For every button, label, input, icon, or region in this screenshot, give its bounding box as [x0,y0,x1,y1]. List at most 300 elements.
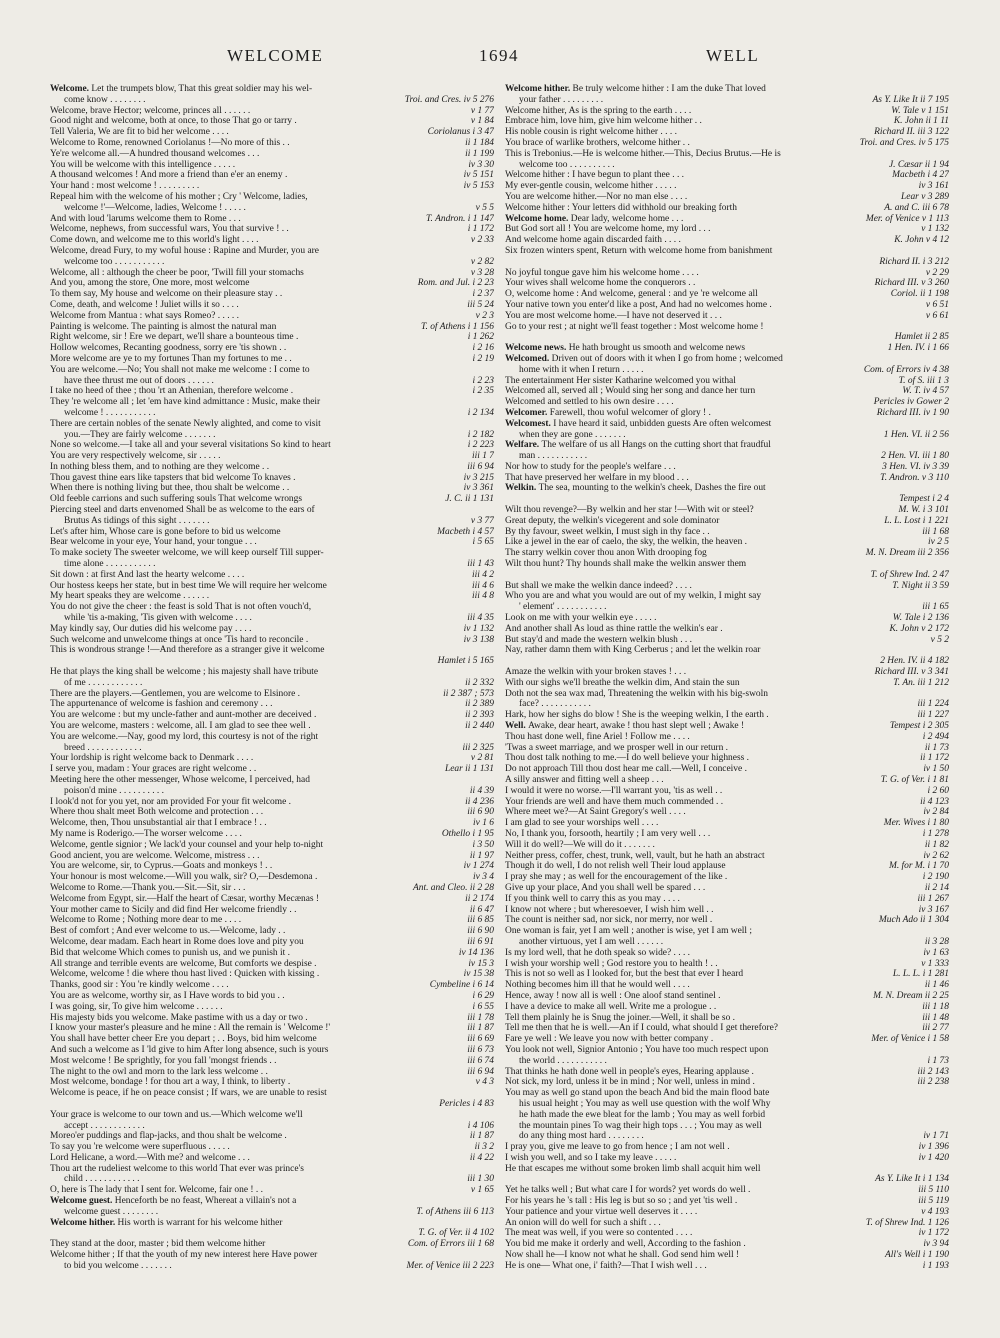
play-reference: i 2 182 [465,430,494,441]
quotation-text: No joyful tongue gave him his welcome home . . . . [505,267,699,278]
quotation-text: An onion will do well for such a shift . . . [505,1217,661,1228]
concordance-line [505,753,949,764]
headword: Welcome news. [505,343,569,354]
quotation-text: That have preserved her welfare in my blood . . . [505,472,689,483]
play-reference: T. Andron. v 3 110 [877,473,949,484]
play-reference: iv 2 84 [920,807,949,818]
concordance-line [505,149,949,160]
quotation-text: Your friends are well and have them much commended . . [505,796,724,807]
quotation-text: I wish your worship well ; God restore you to health ! . . [505,958,718,969]
quotation-text: He is one— What one, i' faith?—That I wish well . . . [505,1260,707,1271]
play-reference: i 1 73 [925,1056,950,1067]
quotation-text: The appurtenance of welcome is fashion and ceremony . . . [50,699,273,710]
quotation-text: Welcome to Rome ; Nothing more dear to me . . . . [50,915,242,926]
quotation-text: The count is neither sad, nor sick, nor merry, nor well . [505,915,713,926]
concordance-line [505,710,949,721]
play-reference: iii 5 119 [915,1196,949,1207]
play-reference: v 3 28 [468,268,494,279]
concordance-line [505,1185,949,1196]
quotation-text: Lord Helicane, a word.—With me? and welcome . . . [50,1152,250,1163]
play-reference: i 5 65 [470,537,495,548]
concordance-line [505,926,949,937]
quotation-text: His majesty bids you welcome. Make pastime with us a day or two . [50,1012,308,1023]
play-reference: iv 3 215 [461,473,494,484]
concordance-line [50,246,494,257]
concordance-line [50,257,494,268]
play-reference: iv 3 167 [916,905,949,916]
play-reference: v 2 82 [468,257,494,268]
quotation-text: Thou gavest thine ears like tapsters that bid welcome To knaves . [50,472,296,483]
quotation-text: A silly answer and fitting well a sheep . . . [505,775,664,785]
concordance-line [50,894,494,905]
quotation-text: The starry welkin cover thou anon With drooping fog [505,548,707,559]
quotation-text: Thou dost talk nothing to me.—I do well believe your highness . [505,753,750,764]
play-reference: v 1 77 [468,106,494,117]
play-reference: T. G. of Ver. ii 4 102 [415,1228,494,1239]
concordance-line [50,591,494,602]
concordance-line [505,537,949,548]
concordance-line [505,581,949,592]
concordance-line [50,959,494,970]
quotation-text: Ye're welcome all.—A hundred thousand welcomes . . . [50,148,260,159]
quotation-text: His noble cousin is right welcome hither . . . . [505,127,677,138]
concordance-line [505,1196,949,1207]
quotation-text: Most welcome, bondage ! for thou art a way, I think, to liberty . [50,1077,291,1088]
concordance-line [505,214,949,225]
quotation-text: Your hand : most welcome ! . . . . . . . . . [50,181,200,192]
quotation-text: you.—They are fairly welcome . . . . . . . [64,429,216,440]
quotation-text: Meeting here the other messenger, Whose welcome, I perceived, had [50,775,310,785]
quotation-text: The entertainment Her sister Katharine welcomed you withal [505,375,736,386]
play-reference: K. John v 2 172 [886,624,949,635]
right-column [505,84,949,1332]
quotation-text: Now shall he—I know not what he shall. God send him well ! [505,1250,740,1261]
quotation-text: And another shall As loud as thine rattle the welkin's ear . [505,623,723,634]
quotation-text: Nothing becomes him ill that he would well . . . . [505,980,690,991]
play-reference: W. T. iv 4 57 [899,386,949,397]
concordance-line [50,106,494,117]
quotation-text: ' element' . . . . . . . . . . . [519,602,607,613]
concordance-line [50,268,494,279]
concordance-line [505,332,949,343]
concordance-line [505,311,949,322]
play-reference: v 2 81 [468,753,494,764]
quotation-text: I take no heed of thee ; thou 'rt an Athenian, therefore welcome . [50,386,294,397]
play-reference: ii 1 97 [467,851,494,862]
quotation-text: Welcome hither : I have begun to plant thee . . . [505,170,685,181]
headword: Well. [505,721,529,732]
concordance-line [50,645,494,656]
play-reference: v 4 3 [473,1077,494,1088]
quotation-text: Tell me then that he is well.—An if I could, what should I get therefore? [505,1023,778,1034]
quotation-text: The sea, mounting to the welkin's cheek, Dashes the fire out [538,483,766,494]
quotation-text: My heart speaks they are welcome . . . . . . [50,591,210,602]
play-reference: Macbeth i 4 27 [889,170,949,181]
quotation-text: Will it do well?—We will do it . . . . . . . [505,839,655,850]
quotation-text: Neither press, coffer, chest, trunk, well, vault, but he hath an abstract [505,850,765,861]
concordance-line [50,527,494,538]
play-reference: i 2 60 [925,786,950,797]
play-reference: Richard II. i 3 212 [876,257,949,268]
quotation-text: 'Twas a sweet marriage, and we prosper well in our return . [505,742,729,753]
play-reference: Richard III. v 3 260 [872,278,949,289]
quotation-text: Bid that welcome Which comes to punish us, and we punish it . [50,947,290,958]
play-reference: Macbeth i 4 57 [434,527,494,538]
play-reference: Mer. of Venice iii 2 223 [403,1261,494,1272]
quotation-text: You are most welcome home.—I have not deserved it . . . [505,310,722,321]
concordance-line [505,322,949,333]
quotation-text: Where thou shalt meet Both welcome and protection . . . [50,807,264,818]
quotation-text: None so welcome.—I take all and your several visitations So kind to heart [50,440,331,451]
quotation-text: Our hostess keeps her state, but in best time We will require her welcome [50,580,327,591]
concordance-line [50,829,494,840]
play-reference: ii 2 387 ; 573 [440,689,494,700]
concordance-line [50,721,494,732]
concordance-line [50,332,494,343]
concordance-line [505,1002,949,1013]
play-reference: v 4 193 [918,1207,949,1218]
concordance-line [505,343,949,354]
concordance-line [505,1110,949,1121]
quotation-text: This is Trebonius.—He is welcome hither.—This, Decius Brutus.—He is [505,148,781,159]
play-reference: ii 2 14 [922,883,949,894]
concordance-line [50,581,494,592]
quotation-text: Henceforth be no feast, Whereat a villain's not a [114,1196,297,1207]
concordance-line [505,430,949,441]
concordance-line [50,851,494,862]
quotation-text: Hark, how her sighs do blow ! She is the weeping welkin, I the earth . [505,710,769,721]
quotation-text: Your mother came to Sicily and did find Her welcome friendly . . [50,904,297,915]
concordance-line [505,764,949,775]
concordance-line [50,235,494,246]
concordance-line [505,591,949,602]
concordance-line [50,1142,494,1153]
concordance-line [505,1088,949,1099]
play-reference: T. of S. iii 1 3 [896,376,949,387]
quotation-text: For his years he 's tall : His leg is but so so ; and yet 'tis well . [505,1196,738,1207]
quotation-text: You brace of warlike brothers, welcome hither . . [505,137,690,148]
concordance-line [50,473,494,484]
quotation-text: Wilt thou hunt? Thy hounds shall make the welkin answer them [505,559,747,570]
quotation-text: Welcome, all : although the cheer be poor, 'Twill fill your stomachs [50,267,304,278]
quotation-text: breed . . . . . . . . . . . . [64,742,142,753]
quotation-text: Welcome, brave Hector; welcome, princes all . . . . . . [50,105,251,116]
concordance-line [505,1218,949,1229]
concordance-line [50,311,494,322]
concordance-line [50,1056,494,1067]
play-reference: iv 1 50 [920,764,949,775]
play-reference: i 3 50 [470,840,495,851]
quotation-text: poison'd mine . . . . . . . . . . [64,785,165,796]
concordance-line [50,656,494,667]
concordance-line [505,980,949,991]
concordance-line [50,1207,494,1218]
play-reference: iv 5 153 [461,181,494,192]
running-head-right: WELL [706,46,760,65]
play-reference: As Y. Like It ii 7 195 [870,95,949,106]
concordance-line [505,948,949,959]
concordance-line [50,386,494,397]
quotation-text: accept . . . . . . . . . . . . [64,1120,145,1131]
concordance-line [50,1261,494,1272]
concordance-line [505,235,949,246]
play-reference: v 2 29 [923,268,949,279]
play-reference: iii 6 74 [464,1056,494,1067]
play-reference: iv 1 63 [920,948,949,959]
concordance-line [505,829,949,840]
quotation-text: You are welcome.—No; You shall not make me welcome : I come to [50,364,310,375]
concordance-line [50,289,494,300]
concordance-line [505,905,949,916]
play-reference: Othello i 1 95 [439,829,494,840]
quotation-text: Most welcome ! Be sprightly, for you fall 'mongst friends . . [50,1055,277,1066]
quotation-text: Awake, dear heart, awake ! thou hast slept well ; Awake ! [528,721,745,732]
quotation-text: Your honour is most welcome.—Will you walk, sir? O,—Desdemona . [50,872,318,883]
play-reference: T. of Shrew Ind. 1 126 [863,1218,949,1229]
concordance-line [50,354,494,365]
play-reference: Com. of Errors iii 1 68 [405,1239,494,1250]
concordance-line [505,473,949,484]
play-reference: i 6 55 [470,1002,495,1013]
play-reference: iii 2 143 [915,1067,949,1078]
concordance-line [505,1131,949,1142]
quotation-text: your father . . . . . . . . . [519,94,604,105]
play-reference: iv 15 3 [465,959,494,970]
concordance-line [505,1207,949,1218]
quotation-text: A thousand welcomes ! And more a friend than e'er an enemy . [50,170,288,181]
quotation-text: Where meet we?—At Saint Gregory's well . . . . [505,807,686,818]
quotation-text: Fare ye well : We leave you now with better company . [505,1034,714,1045]
play-reference: Hamlet i 5 165 [435,656,494,667]
play-reference: W. Tale i 2 136 [890,613,949,624]
quotation-text: You are welcome, masters : welcome, all. I am glad to see thee well . [50,721,311,732]
page-header [0,46,1000,74]
quotation-text: When there is nothing living but thee, thou shalt be welcome . . [50,483,290,494]
quotation-text: Welcome, welcome ! die where thou hast lived : Quicken with kissing . [50,969,320,980]
play-reference: i 2 19 [470,354,495,365]
concordance-line [505,462,949,473]
quotation-text: of me . . . . . . . . . . . . [64,677,143,688]
headword: Welcome. [50,84,92,94]
concordance-line [50,807,494,818]
quotation-text: No, I thank you, forsooth, heartily ; I am very well . . . [505,828,711,839]
concordance-line [505,95,949,106]
quotation-text: I serve you, madam : Your graces are right welcome . . [50,764,257,775]
concordance-line [505,678,949,689]
quotation-text: You bid me make it orderly and well, According to the fashion . [505,1239,746,1250]
play-reference: ii 1 46 [922,980,949,991]
play-reference: i 1 262 [465,332,494,343]
play-reference: Tempest i 2 4 [896,494,949,505]
play-reference: iii 6 85 [464,915,494,926]
concordance-line [50,948,494,959]
play-reference: iii 1 18 [919,1002,949,1013]
play-reference: Coriol. ii 1 198 [888,289,949,300]
concordance-line [50,732,494,743]
concordance-line [50,1218,494,1229]
concordance-line [505,127,949,138]
quotation-text: Your lordship is right welcome back to Denmark . . . . [50,753,254,764]
play-reference: ii 3 2 [472,1142,494,1153]
concordance-line [50,1196,494,1207]
quotation-text: Not sick, my lord, unless it be in mind ; Nor well, unless in mind . [505,1077,755,1088]
quotation-text: Old feeble carrions and such suffering souls That welcome wrongs [50,494,303,505]
quotation-text: Go to your rest ; at night we'll feast together : Most welcome home ! [505,321,764,332]
play-reference: ii 2 389 [462,699,494,710]
quotation-text: You will be welcome with this intelligence . . . . . [50,159,236,170]
concordance-line [50,667,494,678]
concordance-line [50,937,494,948]
quotation-text: Welcome to Rome.—Thank you.—Sit.—Sit, sir . . . [50,882,246,893]
quotation-text: You do not give the cheer : the feast is sold That is not often vouch'd, [50,602,312,613]
concordance-line [50,861,494,872]
quotation-text: And you, among the store, One more, most welcome [50,278,250,289]
play-reference: i 1 172 [465,224,494,235]
concordance-line [505,861,949,872]
play-reference: iii 6 94 [464,1067,494,1078]
concordance-line [505,1121,949,1132]
concordance-line [50,1110,494,1121]
concordance-line [505,732,949,743]
quotation-text: Welcome hither, As is the spring to the earth . . . . [505,105,692,116]
quotation-text: Welcomed and settled to his own desire . . . . [505,397,674,408]
concordance-line [50,84,494,95]
concordance-line [505,106,949,117]
quotation-text: Bear welcome in your eye, Your hand, your tongue . . . [50,537,257,548]
quotation-text: There are certain nobles of the senate Newly alighted, and come to visit [50,418,321,429]
concordance-line [50,1099,494,1110]
concordance-line [505,84,949,95]
concordance-line [50,149,494,160]
play-reference: v 1 84 [468,116,494,127]
quotation-text: Dear lady, welcome home . . . [570,213,684,224]
quotation-text: Tell them plainly he is Snug the joiner.—Well, it shall be so . [505,1012,736,1023]
play-reference: i 2 35 [470,386,495,397]
play-reference: i 4 106 [465,1121,494,1132]
quotation-text: But stay'd and made the western welkin blush . . . [505,634,693,645]
concordance-line [505,645,949,656]
concordance-line [505,224,949,235]
quotation-text: If you think well to carry this as you may . . . . [505,893,680,904]
play-reference: W. Tale v 1 151 [888,106,949,117]
quotation-text: You are welcome hither.—Nor no man else . . . . [505,191,688,202]
play-reference: iv 3 161 [916,181,949,192]
concordance-line [50,1013,494,1024]
play-reference: i 2 190 [920,872,949,883]
quotation-text: another virtuous, yet I am well . . . . . . [519,936,664,947]
quotation-text: I look'd not for you yet, nor am provided For your fit welcome . [50,796,291,807]
quotation-text: His worth is warrant for his welcome hither [117,1217,283,1228]
headword: Welcome hither. [50,1217,118,1228]
play-reference: Rom. and Jul. i 2 23 [415,278,494,289]
concordance-line [50,624,494,635]
quotation-text: Piercing steel and darts envenomed Shall be as welcome to the ears of [50,505,315,516]
concordance-line [505,937,949,948]
concordance-line [505,408,949,419]
quotation-text: To make society The sweeter welcome, we will keep ourself Till supper- [50,548,324,559]
play-reference: iii 2 238 [915,1077,949,1088]
play-reference: J. C. ii 1 131 [442,494,494,505]
concordance-line [505,635,949,646]
headword: Welcomed. [505,353,552,364]
quotation-text: Let the trumpets blow, That this great soldier may his wel- [91,84,313,94]
play-reference: iv 14 136 [456,948,494,959]
play-reference: iii 1 43 [464,559,494,570]
concordance-line [50,505,494,516]
concordance-line [50,635,494,646]
concordance-line [505,1153,949,1164]
concordance-line [505,1045,949,1056]
quotation-text: Do not approach Till thou dost hear me call.—Well, I conceive . [505,764,747,775]
concordance-line [50,138,494,149]
left-column [50,84,494,1332]
quotation-text: man . . . . . . . . . . . [519,451,588,462]
play-reference: Lear ii 1 131 [442,764,494,775]
quotation-text: I know not where ; but wheresoever, I wish him well . . [505,904,714,915]
play-reference: 3 Hen. VI. iv 3 39 [879,462,949,473]
concordance-line [505,160,949,171]
quotation-text: O, welcome home : And welcome, general : and ye 're welcome all [505,289,758,300]
play-reference: iv 3 138 [461,635,494,646]
quotation-text: With our sighs we'll breathe the welkin dim, And stain the sun [505,677,740,688]
headword: Welfare. [505,440,542,451]
play-reference: Mer. Wives i 1 80 [881,818,949,829]
quotation-text: Sit down : at first And last the hearty welcome . . . . [50,569,245,580]
concordance-line [50,753,494,764]
concordance-line [50,678,494,689]
play-reference: iii 1 68 [919,527,949,538]
play-reference: iv 15 38 [461,969,494,980]
quotation-text: Your patience and your virtue well deserves it . . . . [505,1206,698,1217]
concordance-line [50,181,494,192]
concordance-line [50,224,494,235]
play-reference: iii 4 35 [464,613,494,624]
quotation-text: child . . . . . . . . . . . . [64,1174,140,1185]
concordance-line [505,959,949,970]
quotation-text: There are the players.—Gentlemen, you are welcome to Elsinore . [50,688,300,699]
quotation-text: Driven out of doors with it when I go from home ; welcomed [551,353,783,364]
concordance-line [50,915,494,926]
play-reference: iv 1 6 [470,818,494,829]
quotation-text: He that escapes me without some broken limb shall acquit him well [505,1163,761,1174]
play-reference: iv 3 94 [920,1239,949,1250]
concordance-line [505,775,949,786]
concordance-line [505,570,949,581]
quotation-text: he hath made the ewe bleat for the lamb ; You may as well forbid [519,1109,766,1120]
concordance-line [505,807,949,818]
running-head-left: WELCOME [227,46,324,65]
play-reference: Richard III. v 3 341 [872,667,949,678]
play-reference: iv 1 71 [920,1131,949,1142]
concordance-line [505,257,949,268]
quotation-text: Your grace is welcome to our town and us.—Which welcome we'll [50,1109,303,1120]
concordance-line [50,1121,494,1132]
quotation-text: have thee thrust me out of doors . . . . . . [64,375,214,386]
concordance-line [505,116,949,127]
quotation-text: You are welcome.—Nay, good my lord, this courtesy is not of the right [50,731,319,742]
play-reference: i 6 29 [470,991,495,1002]
play-reference: ii 4 39 [467,786,494,797]
play-reference: T. of Athens i 1 156 [418,322,494,333]
quotation-text: Brutus As tidings of this sight . . . . . . . [64,515,210,526]
quotation-text: Hence, away ! now all is well : One aloof stand sentinel . [505,990,721,1001]
concordance-line [50,602,494,613]
play-reference: iv 2 5 [925,537,949,548]
quotation-text: I am glad to see your worships well . . . . [505,818,659,829]
concordance-line [50,818,494,829]
concordance-line [505,969,949,980]
quotation-text: Welcome, dread Fury, to my woful house : Rapine and Murder, you are [50,245,319,256]
